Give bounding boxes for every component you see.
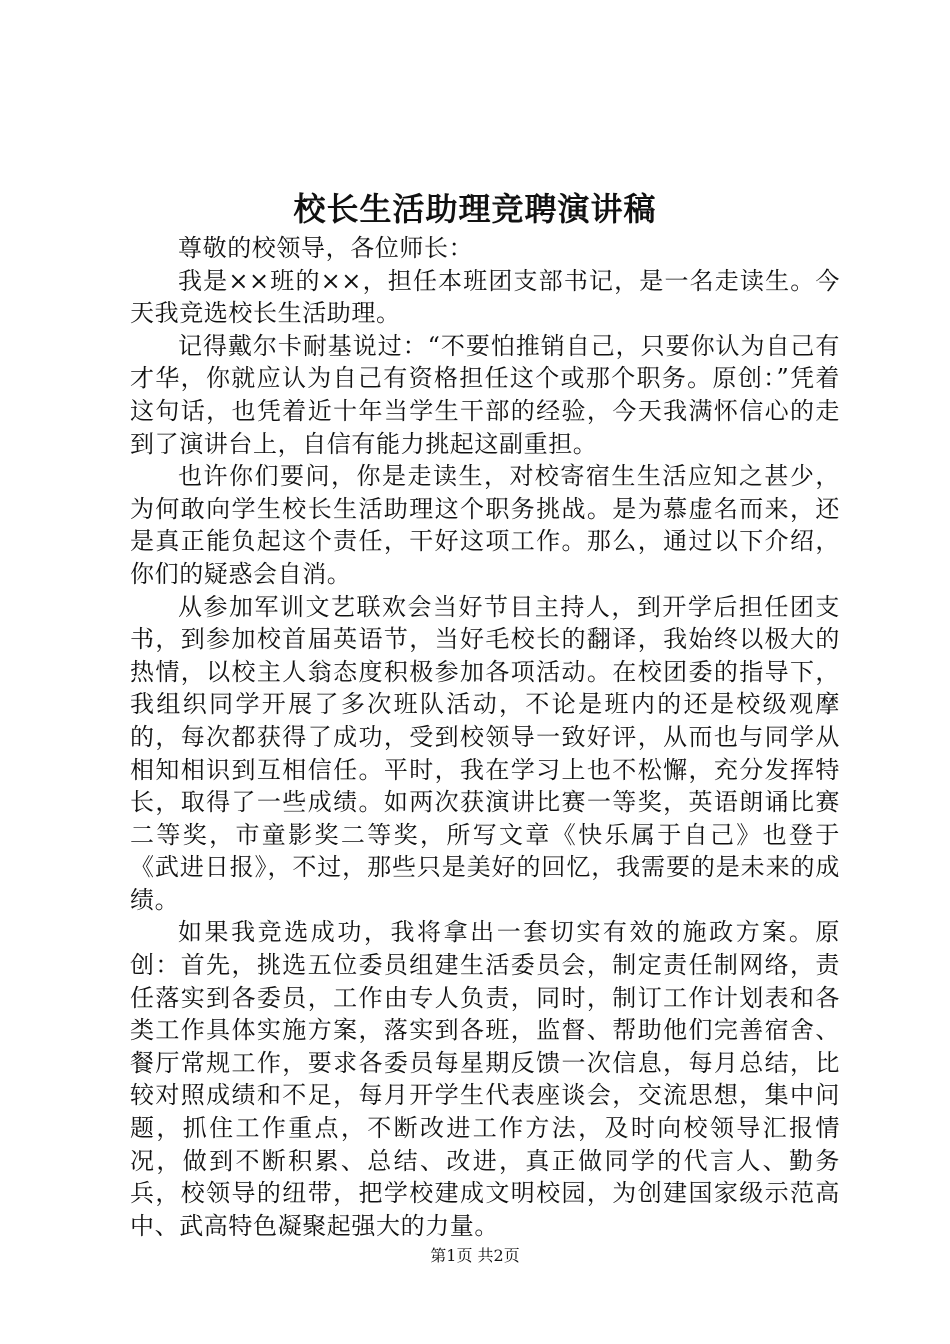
body-paragraph: 如果我竞选成功，我将拿出一套切实有效的施政方案。原创：首先，挑选五位委员组建生活委员会，制定责任制网络，责任落实到各委员，工作由专人负责，同时，制订工作计划表和各类工作具体实施方案，落实到各班，监督、帮助他们完善宿舍、餐厅常规工作，要求各委员每星期反馈一次信息，每月总结，比较对照成绩和不足，每月开学生代表座谈会，交流思想，集中问题，抓住工作重点，不断改进工作方法，及时向校领导汇报情况，做到不断积累、总结、改进，真正做同学的代言人、勤务兵，校领导的纽带，把学校建成文明校园，为创建国家级示范高中、武高特色凝聚起强大的力量。 xyxy=(130,918,840,1240)
body-paragraph: 也许你们要问，你是走读生，对校寄宿生生活应知之甚少，为何敢向学生校长生活助理这个职务挑战。是为慕虚名而来，还是真正能负起这个责任，干好这项工作。那么，通过以下介绍，你们的疑惑会自消。 xyxy=(130,462,840,588)
salutation-paragraph: 尊敬的校领导，各位师长： xyxy=(178,234,474,262)
body-paragraph: 记得戴尔卡耐基说过：“不要怕推销自己，只要你认为自己有才华，你就应认为自己有资格担任这个或那个职务。原创：”凭着这句话，也凭着近十年当学生干部的经验，今天我满怀信心的走到了演讲台上，自信有能力挑起这副重担。 xyxy=(130,331,840,458)
document-title: 校长生活助理竞聘演讲稿 xyxy=(293,190,657,228)
body-paragraph: 从参加军训文艺联欢会当好节目主持人，到开学后担任团支书，到参加校首届英语节，当好毛校长的翻译，我始终以极大的热情，以校主人翁态度积极参加各项活动。在校团委的指导下，我组织同学开展了多次班队活动，不论是班内的还是校级观摩的，每次都获得了成功，受到校领导一致好评，从而也与同学从相知相识到互相信任。平时，我在学习上也不松懈，充分发挥特长，取得了一些成绩。如两次获演讲比赛一等奖，英语朗诵比赛二等奖，市童影奖二等奖，所写文章《快乐属于自己》也登于《武进日报》，不过，那些只是美好的回忆，我需要的是未来的成绩。 xyxy=(130,592,840,914)
document-body xyxy=(130,232,840,1242)
body-paragraph: 我是××班的××，担任本班团支部书记，是一名走读生。今天我竞选校长生活助理。 xyxy=(130,266,840,328)
page-number-footer: 第1页 共2页 xyxy=(430,1246,520,1265)
